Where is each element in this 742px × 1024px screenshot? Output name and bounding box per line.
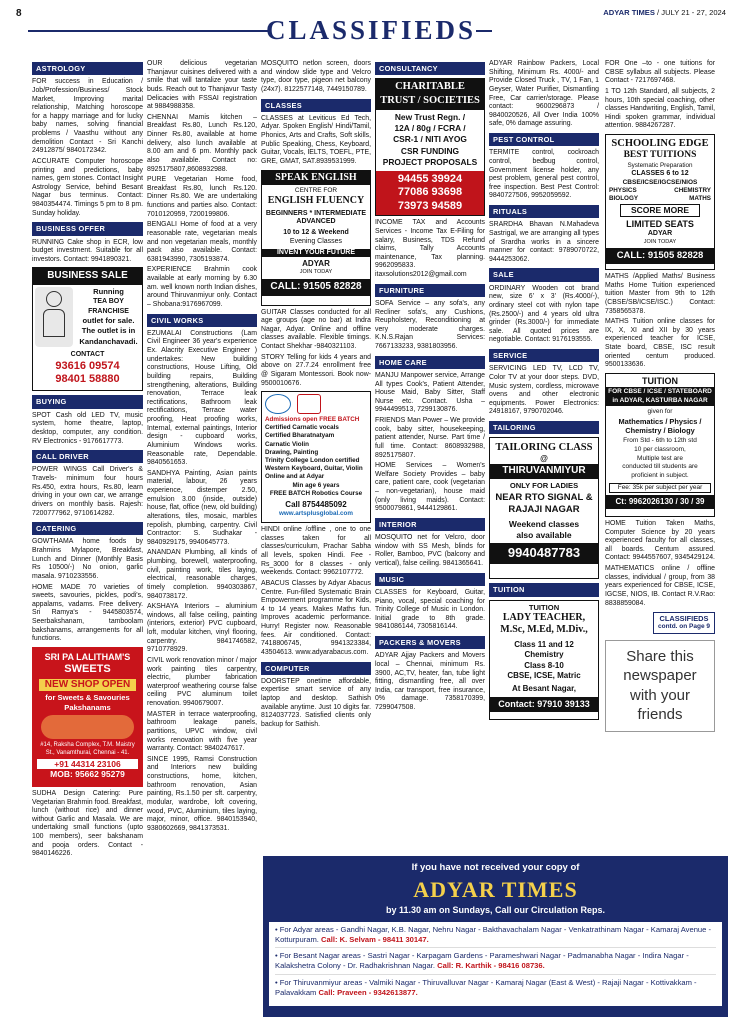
column-6 bbox=[605, 56, 715, 732]
phone-number: 9940487783 bbox=[490, 543, 598, 563]
classified-ad: SANDHYA Painting, Asian paints material, labour, 26 years experience, distemper 2.50, emulsion 3.00 (inside, outside) house, flat, office (new, old building) alterations, tiles, mosaic, marbles repolish, plumbing, carpentry. Civil Contractor: S. Sudhakar - 9840929175, 9940645773. bbox=[147, 469, 257, 546]
ad-line: SRI PA LALITHAM'S bbox=[44, 651, 131, 662]
classified-ad: INCOME TAX and Accounts Services - Income Tax E-Filing for salary, Business, TDS Refund claims, Tally Accounts maintenance, Tax planning. 9962095833. itaxsolutions2012@gmail.com bbox=[375, 219, 485, 278]
page-number: 8 bbox=[16, 8, 22, 19]
classified-ad: MASTER in terrace waterproofing, bathroom leakage panels, partitions, UPVC window, civil works renovation with five year warranty. Contact: 9840247617. bbox=[147, 710, 257, 753]
phone-number: Ct: 9962026130 / 30 / 39 bbox=[606, 495, 714, 509]
edition-line bbox=[603, 8, 726, 17]
ad-line: CONTACT bbox=[70, 350, 105, 358]
classified-ad: DOORSTEP onetime affordable, expertise smart service of any laptop and desktop. Sathish available anytime. Just 10 digits far. 8124037723. Satisfied clients only backup for Sathish. bbox=[261, 677, 371, 728]
area-list: For Thiruvanmiyur areas - Valmiki Nagar - Thiruvalluvar Nagar - Kamaraj Nagar (East & West) - Rajaji Nagar - Kottivakkam - Palavakkam bbox=[275, 977, 697, 997]
page-header bbox=[16, 6, 726, 46]
ad-line: Pakshanams bbox=[64, 702, 111, 712]
ad-line: Carnatic Violin bbox=[265, 440, 309, 448]
rep-contact: Call: K. Selvam - 98411 30147. bbox=[321, 934, 429, 944]
ad-heading: CHARITABLE bbox=[376, 79, 484, 94]
ad-line: FOR CBSE / ICSE / STATEBOARD bbox=[606, 387, 714, 397]
heading-pest-control: PEST CONTROL bbox=[489, 133, 599, 146]
phone-number: MOB: 95662 95279 bbox=[50, 769, 125, 780]
heading-service: SERVICE bbox=[489, 349, 599, 362]
heading-home-care: HOME CARE bbox=[375, 356, 485, 369]
classified-ad: FOR One –to - one tuitions for CBSE syllabus all subjects. Please Contact - 7217697468. bbox=[605, 60, 715, 85]
continued-box bbox=[653, 612, 715, 633]
classified-ad: HOME Services – Women's Welfare Society Provides – baby care, patient care, cook (vegetarian – non-vegetarian), house maid (only living maids). Contact: 9500079861, 9444129861. bbox=[375, 462, 485, 513]
ad-line: Class 11 and 12 bbox=[514, 639, 574, 649]
heading-business-offer: BUSINESS OFFER bbox=[32, 222, 143, 235]
phone-number: CALL: 91505 82828 bbox=[262, 279, 370, 296]
ad-line: Systematic Preparation bbox=[627, 162, 693, 169]
ad-line: FREE BATCH Robotics Course bbox=[269, 489, 363, 497]
ad-address: #14, Raksha Complex, T.M. Maistry St., Vanamthurai, Chennai - 41. bbox=[40, 742, 135, 756]
classified-ad: STORY Telling for kids 4 years and above on 27.7.24 enrollment free @ Sigaram Montessori. Book now- 9500010676. bbox=[261, 353, 371, 387]
circulation-areas bbox=[269, 922, 722, 1007]
classified-ad: ACCURATE Computer horoscope printing and predictions, baby names, gem stones. Contact Insight Astrology Service, behind Besant Nagar bus terminus. Contact: 9840354474. Timings 5 pm to 8 pm. Sunday holiday. bbox=[32, 157, 143, 217]
ad-line: Evening Classes bbox=[289, 237, 343, 245]
phone-number: 77086 93698 bbox=[397, 186, 463, 199]
column-3 bbox=[261, 56, 371, 732]
ad-line: BEST TUITIONS bbox=[623, 150, 697, 161]
ad-heading: SPEAK ENGLISH bbox=[262, 171, 370, 186]
ad-line: Chemistry bbox=[524, 650, 564, 660]
ad-line: CENTRE FOR bbox=[294, 187, 338, 194]
classified-ad: ORDINARY Wooden cot brand new, size 6' x 3' (Rs.4000/-), ordinary steel cot with nylon tape (Rs.2500/-) and 4 years old ultra grinder (Rs.3000/-) for immediate sale. All quoted prices are negotiable. Contact: 9176193555. bbox=[489, 284, 599, 344]
ad-line: SCORE MORE bbox=[620, 204, 700, 217]
classified-ad: CHENNAI Mamis kitchen – Breakfast Rs.80, Lunch Rs.120, Dinner Rs.80, available at home delivery, also lunch available at 8.00 am and 6 pm. Monthly pack also available. Contact no: 8925175807,8608932988. bbox=[147, 113, 257, 173]
classified-ad: ABACUS Classes by Adyar Abacus Centre. Fun-filled Systematic Brain Empowerment programme for Kids, 4 to 14 years. Makes Maths fun. Improves academic performance. Hurry! Register now. Reasonable fees. Air conditioned. Contact: 7418806745, 9941323384, 43504613. www.adyarabacus.com. bbox=[261, 579, 371, 656]
ad-line: Class 8-10 bbox=[524, 660, 564, 670]
classified-ad: HINDI online /offline , one to one classes taken for all classes/curriculum, Prachar Sabha all levels, spoken Hindi. Fee - Rs_3000 for 8 classes - only weekends. Contact: 9962107772. bbox=[261, 526, 371, 577]
ad-line: @ bbox=[540, 454, 548, 464]
sweets-shop-ad bbox=[32, 647, 143, 787]
edition-date: / JULY 21 - 27, 2024 bbox=[657, 8, 726, 17]
classified-ad: HOME MADE 70 varieties of sweets, savouries, pickles, podi's, appalams, vadams. Free delivery. Sri Ramya's - 9445803574, Seerbakshanam, tamboolam bakshanams, arrangements for all functions. bbox=[32, 583, 143, 643]
classified-ad: GUITAR Classes conducted for all age groups (age no bar) at Indra Nagar, Adyar. Online and offline classes available. Flexible timings. Contact Shekhar -9840321103. bbox=[261, 308, 371, 350]
ad-line: RAJAJI NAGAR bbox=[508, 504, 580, 516]
classified-ad: SOFA Service – any sofa's, any Recliner sofa's, any Cushions, Reupholstery, Reconditioning at very moderate charges. K.N.S.Rajan Services: 7667133233, 9381803956. bbox=[375, 299, 485, 350]
classified-ad: ADYAR Rainbow Packers, Local Shifting, Minimum Rs. 4000/- and Provide Closed Truck , TV, 1 Fan, 1 Geyser, Water Purifier, Dismantling Free, Car carrier/storage. Please contact: 9600296873 / 9840020526, All Over India 100% safe, 0% damage assuring. bbox=[489, 60, 599, 128]
charitable-trust-ad bbox=[375, 78, 485, 216]
subject-label: CHEMISTRY bbox=[674, 186, 711, 194]
speak-english-ad bbox=[261, 170, 371, 306]
area-row: • For Adyar areas - Gandhi Nagar, K.B. Nagar, Nehru Nagar - Bakthavachalam Nagar - Venkatrathinam Nagar - Kamaraj Avenue - Kotturpuram. Call: K. Selvam - 98411 30147. bbox=[275, 925, 716, 949]
classified-ad: MATHS /Applied Maths/ Business Maths Home Tuition experienced tuition Master from 9th to 12th (CBSE/SB/ICSE/ISC.) Contact: 7358565378. bbox=[605, 273, 715, 315]
schooling-edge-ad bbox=[605, 134, 715, 270]
heading-interior: INTERIOR bbox=[375, 518, 485, 531]
subject-label: PHYSICS bbox=[609, 186, 637, 194]
ad-line: CBSE/ICSE/IGCSE/NIOS bbox=[622, 178, 698, 186]
area-list: For Adyar areas - Gandhi Nagar, K.B. Nagar, Nehru Nagar - Bakthavachalam Nagar - Venkatrathinam Nagar - Kamaraj Avenue - Kotturpuram. bbox=[275, 924, 712, 944]
header-rule-right bbox=[476, 30, 492, 32]
heading-buying: BUYING bbox=[32, 395, 143, 408]
classified-ad: GOWTHAMA home foods by Brahmins Mylapore, Breakfast, Lunch and Dinner (Monthly Basis Rs 10500/-) No onion, garlic masala. 9710233556. bbox=[32, 538, 143, 580]
ad-line: Online and at Adyar bbox=[265, 473, 325, 481]
continued-page: contd. on Page 9 bbox=[657, 623, 710, 631]
classified-ad: HOME Tuition Taken Maths, Computer Science by 20 years experienced faculty for all classes, all boards. Centum assured. Contact: 9944557607, 9345429124. bbox=[605, 519, 715, 562]
tea-vendor-illustration bbox=[35, 287, 73, 347]
heading-music: MUSIC bbox=[375, 573, 485, 586]
ad-heading: TUITION bbox=[642, 375, 678, 386]
heading-tailoring: TAILORING bbox=[489, 421, 599, 434]
classified-ad: BENGALI Home of food at a very reasonable rate, vegetarian meals and non vegetarian meals, monthly pack also available. Contact: 6381943990, 7305193874. bbox=[147, 221, 257, 263]
classified-ad: CIVIL work renovation minor / major work painting tiles carpentry, electric, plumber fabrication waterproof weathering course false ceiling PVC aluminum toilet renovation. 9940679007. bbox=[147, 656, 257, 707]
heading-catering: CATERING bbox=[32, 522, 143, 535]
phone-number: CALL: 91505 82828 bbox=[606, 248, 714, 264]
ad-line: outlet for sale. bbox=[82, 316, 135, 325]
classified-ad: SERVICING LED TV, LCD TV, Color TV at your door steps. DVD, Music system, cordless, microwave ovens and other electronic equipments. Power Electronics: 24918167, 9790702046. bbox=[489, 365, 599, 416]
subject-label: BIOLOGY bbox=[609, 194, 639, 202]
ad-line: ADYAR bbox=[647, 230, 673, 238]
ad-line: CLASSES 6 to 12 bbox=[631, 169, 689, 177]
ad-line: M.Sc, M.Ed, M.Div., bbox=[500, 624, 588, 636]
area-list: For Besant Nagar areas - Sastri Nagar - Karpagam Gardens - Parameshwari Nagar - Padmanabha Nagar - Indira Nagar - Kalakshetra Colony - Dr. Radhakrishnan Nagar. bbox=[275, 951, 689, 971]
phone-number: Contact: 97910 39133 bbox=[490, 697, 598, 712]
heading-packers-movers: PACKERS & MOVERS bbox=[375, 636, 485, 649]
ad-line: BEGINNERS * INTERMEDIATE bbox=[265, 209, 367, 217]
heading-consultancy: CONSULTANCY bbox=[375, 62, 485, 75]
classified-ad: MANJU Manpower service, Arrange All types Cook's, Patient Attender, House Maid, Baby Sitter, Staff Nurse etc. Contact. Usha – 9944499513, 7299130876. bbox=[375, 371, 485, 414]
arts-plus-ad bbox=[261, 391, 371, 523]
paper-name-logo: ADYAR TIMES bbox=[413, 876, 578, 902]
ad-line: conducted till students are bbox=[622, 463, 698, 471]
ad-line: Chemistry / Biology bbox=[625, 425, 695, 435]
ad-line: 10 per classroom, bbox=[634, 445, 686, 453]
classified-ad: EXPERIENCE Brahmin cook available at early morning by 6.30 am. well known north Indian dishes, around Thiruvanmiyur only. Contact – Shobana:9176967099. bbox=[147, 266, 257, 308]
section-title: CLASSIFIEDS bbox=[265, 15, 477, 45]
ad-line: JOIN TODAY bbox=[299, 269, 333, 276]
classified-ad: OUR delicious vegetarian Thanjavur cuisines delivered with a smile that will tantalize your taste buds. Reach out to Thanjavur Tasty Delicacies with FSSAI registration at 9884988358. bbox=[147, 60, 257, 111]
classified-ad: PURE Vegetarian Home food, Breakfast Rs.80, lunch Rs.120. Dinner Rs.80. We are undertaking functions and parties also. Contact: 7010120959, 7200199806. bbox=[147, 176, 257, 218]
phone-number: 93616 09574 bbox=[55, 359, 120, 372]
rep-contact: Call: Praveen - 9342613877. bbox=[318, 987, 418, 997]
ad-line: NEAR RTO SIGNAL & bbox=[495, 492, 593, 504]
ad-line: INVENT YOUR FUTURE bbox=[262, 249, 370, 258]
heading-call-driver: CALL DRIVER bbox=[32, 450, 143, 463]
classified-ad: FOR success in Education / Job/Profession/Business/ Stock Market, Improving marital relationship, Matching horoscope for a happy marriage and for lucky baby names, solving financial problems / Vaasthu without any demolition Contact - Sri Kanchi 24912875/ 9840172342. bbox=[32, 78, 143, 155]
arts-logo-icon bbox=[265, 394, 291, 414]
ad-line: Admissions open FREE BATCH bbox=[265, 416, 360, 424]
heading-rituals: RITUALS bbox=[489, 205, 599, 218]
column-5 bbox=[489, 56, 599, 723]
ad-line: CSR FUNDING bbox=[400, 145, 460, 156]
phone-number: +91 44314 23106 bbox=[37, 759, 138, 770]
ad-heading: TAILORING CLASS bbox=[495, 442, 593, 454]
heading-astrology: ASTROLOGY bbox=[32, 62, 143, 75]
ad-line: At Besant Nagar, bbox=[511, 683, 577, 693]
ad-line: ADYAR bbox=[302, 259, 330, 269]
ad-line: The outlet is in bbox=[81, 326, 136, 336]
classified-ad: POWER WINGS Call Driver's & Travels- minimum four hours Rs.450, extra hours, Rs.80, learn driving in your own car, we arrange drivers on monthly basis. Rajesh: 7200777962, 9710614282. bbox=[32, 466, 143, 517]
classified-ad: SUDHA Design Catering: Pure Vegetarian Brahmin food. Breakfast, lunch (without rice) and dinner without Garlic and Masala. We are undertaking small functions (upto 100 members), seer bakshanam and pooja orders. Contact - 9840146226. bbox=[32, 789, 143, 858]
circulation-box bbox=[263, 856, 728, 1017]
classified-ad: TERMITE control, cockroach control, bedbug control, Government license holder, any pest problem, general pest control, free inspection. Best Pest Control: 9840727506, 9952059592. bbox=[489, 149, 599, 200]
area-row: • For Besant Nagar areas - Sastri Nagar - Karpagam Gardens - Parameshwari Nagar - Padmanabha Nagar - Indira Nagar - Kalakshetra Colony - Dr. Radhakrishnan Nagar. Call: R. Karthik - 98416 08736. bbox=[275, 951, 716, 975]
classified-ad: 1 TO 12th Standard, all subjects, 2 hours, 10th special coaching, other classes Handwriting, English, Tamil, Hindi spoken grammar, individual attention. 9884267287. bbox=[605, 87, 715, 130]
ad-line: Drawing, Painting bbox=[265, 448, 319, 456]
tailoring-class-ad bbox=[489, 437, 599, 579]
classified-ad: MOSQUITO netlon screen, doors and window slide type and Velcro type, door type, pigeon net balcony (24x7). 8122577148, 7449150789. bbox=[261, 60, 371, 93]
classified-ad: ANANDAN Plumbing, all kinds of plumbing, borewell, waterproofing, civil, painting work, tiles laying, electrical, reasonable charges, timely completion. 9940303867, 9840738172. bbox=[147, 549, 257, 600]
heading-sale: SALE bbox=[489, 268, 599, 281]
ad-line: Weekend classes bbox=[508, 519, 580, 530]
ad-heading: SCHOOLING EDGE bbox=[611, 138, 709, 149]
continued-title: CLASSIFIEDS bbox=[659, 614, 709, 624]
column-1 bbox=[32, 56, 143, 861]
subject-label: MATHS bbox=[689, 194, 711, 202]
ad-line: Trinity College London certified bbox=[265, 456, 360, 464]
ad-line: Certified Bharatnatyam bbox=[265, 432, 335, 440]
share-box bbox=[605, 640, 715, 732]
ad-line: SWEETS bbox=[64, 663, 111, 676]
classified-ad: CLASSES at Leviticus Ed Tech, Adyar. Spoken English/ Hindi/Tamil, Phonics, Arts and Crafts, Soft skills, Public Speaking, Chess, Keyboard, Guitar, Vocals, IELTS, TOEFL, PTE, GRE, GMAT, SAT.8939531999. bbox=[261, 114, 371, 165]
ad-line: in ADYAR, KASTURBA NAGAR bbox=[606, 397, 714, 406]
classified-ad: MATHEMATICS online / offline classes, individual / group, from 38 years experienced for CBSE, ICSE, IGCSE, NIOS, IB. Contact R.V.Rao: 8838859084. bbox=[605, 565, 715, 607]
rep-contact: Call: R. Karthik - 98416 08736. bbox=[437, 961, 545, 971]
column-4 bbox=[375, 56, 485, 715]
phone-number: 73973 94589 bbox=[397, 199, 463, 212]
ad-line: TEA BOY FRANCHISE bbox=[88, 298, 129, 315]
classified-ad: SPOT Cash old LED TV, music system, home theatre, laptop, desktop, computer, any condition. RV Electronics - 9176617773. bbox=[32, 411, 143, 445]
circulation-subtitle: by 11.30 am on Sundays, Call our Circulation Reps. bbox=[385, 905, 606, 916]
phone-number: Call 8754485092 bbox=[285, 499, 347, 509]
classified-ad: ADYAR Ajjay Packers and Movers local – Chennai, minimum Rs. 3900, AC,TV, heater, fan, tube light fitting, dismantling free, all over India, car transport, free insurance, 0% damage. 7358170399, 7299047508. bbox=[375, 652, 485, 711]
share-message: Share this newspaper with your friends bbox=[623, 647, 697, 723]
ad-line: 12A / 80g / FCRA / bbox=[394, 122, 466, 133]
ad-line: Multiple test are bbox=[637, 454, 683, 462]
classified-ad: SRARDHA Bhavan N.Mahadeva Sastrigal, we are arranging all types of Srardha works in a sincere manner for contact: 9789070722, 9444253062. bbox=[489, 221, 599, 263]
lady-teacher-ad bbox=[489, 600, 599, 720]
ad-line: Kandanchavadi. bbox=[79, 336, 138, 346]
ad-heading: LADY TEACHER, bbox=[502, 611, 586, 623]
ad-line: ADVANCED bbox=[296, 218, 336, 226]
ad-line: PROJECT PROPOSALS bbox=[382, 156, 478, 167]
classified-ad: SINCE 1995, Ramsi Construction and Interiors new building constructions, home, kitchen, bathroom renovation, Asian painting, Rs.1.50 per sft. carpentry, modular, wardrobe, loft covering, wood, PVC, Aluminium, tiles laying, major, minor, office. 9840153940, 9380602669, 9841373531. bbox=[147, 755, 257, 832]
website-link: www.artsplusglobal.com bbox=[279, 510, 353, 518]
phone-number: 98401 58880 bbox=[55, 373, 120, 386]
heading-civil-works: CIVIL WORKS bbox=[147, 314, 257, 327]
robotics-logo-icon bbox=[297, 394, 321, 414]
ad-line: Running bbox=[93, 286, 124, 296]
ad-line: Min age 6 years bbox=[292, 481, 340, 489]
classified-ad: CLASSES for Keyboard, Guitar, Piano, vocal, special coaching for Trinity College of Music in London. Initial grade to 8th grade. 9841086144, 7305816144. bbox=[375, 588, 485, 631]
area-row: • For Thiruvanmiyur areas - Valmiki Nagar - Thiruvalluvar Nagar - Kamaraj Nagar (East & West) - Rajaji Nagar - Kottivakkam - Palavakkam Call: Praveen - 9342613877. bbox=[275, 977, 697, 997]
heading-classes: CLASSES bbox=[261, 99, 371, 112]
classified-ad: RUNNING Cake shop in ECR, low budget investment. Suitable for all investors. Contact: 9941890321. bbox=[32, 238, 143, 263]
ad-line: proficient in subject. bbox=[631, 472, 689, 480]
ad-line: ONLY FOR LADIES bbox=[509, 480, 579, 490]
ad-line: LIMITED SEATS bbox=[626, 219, 694, 230]
ad-line: JOIN TODAY bbox=[643, 239, 677, 246]
classified-ad: EZUMALAI Constructions (Lam Civil Engineer 36 year's experience Ex. Alacrity Executive Engineer ) undertakes: New building constructions, House Lifting, Old building repairs, Building strengthening, alterations, Building renovation, Terrace leak rectifications, Bathroom leak rectifications, Terrace water proofing, Heat proofing works, Internal, external paintings, Interior design - cupboard works, Aluminium Windows works. Reasonable rate, Dependable. 9840561653. bbox=[147, 329, 257, 467]
ad-line: also available bbox=[516, 529, 572, 540]
ad-line: THIRUVANMIYUR bbox=[490, 464, 598, 479]
ad-line: ENGLISH FLUENCY bbox=[267, 195, 365, 207]
ad-line: From Std - 6th to 12th std bbox=[623, 437, 697, 444]
fee-note: Fee: 35k per subject per year bbox=[609, 483, 711, 493]
classified-ad: MATHS Tuition online classes for IX, X, XI and XII by 30 years experienced teacher for ICSE, State board, CBSE, ISC result oriented centum produced. 9500133636. bbox=[605, 318, 715, 369]
ad-line: Mathematics / Physics / bbox=[618, 416, 702, 426]
classified-ad: FRIENDS Man Power – We provide cook, baby sitter, housekeeping, patient attender, Nurse. Part time / full time. Contact: 8608932988, 8925175807. bbox=[375, 417, 485, 459]
ad-line: Certified Carnatic vocals bbox=[265, 424, 339, 432]
classified-ad: MOSQUITO net for Velcro, door window with SS Mesh, blinds for Roller, Bamboo, PVC (balcony and vertical), false ceiling. 9841365641. bbox=[375, 534, 485, 567]
ad-line: NEW SHOP OPEN bbox=[39, 679, 136, 692]
heading-tuition: TUITION bbox=[489, 583, 599, 596]
ad-line: CSR-1 / NITI AYOG bbox=[393, 134, 467, 145]
ad-line: for Sweets & Savouries bbox=[45, 693, 130, 703]
ad-line: 10 to 12 & Weekend bbox=[283, 229, 349, 237]
ad-line: TUITION bbox=[528, 602, 560, 612]
circulation-question: If you have not received your copy of bbox=[411, 862, 580, 873]
ad-heading: BUSINESS SALE bbox=[33, 268, 142, 285]
business-sale-ad bbox=[32, 267, 143, 391]
paper-name: ADYAR TIMES bbox=[603, 8, 655, 17]
heading-computer: COMPUTER bbox=[261, 662, 371, 675]
ad-line: New Trust Regn. / bbox=[394, 111, 466, 122]
sweets-illustration bbox=[41, 715, 134, 739]
tuition-kasturba-ad bbox=[605, 373, 715, 517]
ad-heading: TRUST / SOCIETIES bbox=[376, 94, 484, 109]
classified-ad: AKSHAYA Interiors – aluminium windows, all false ceiling, painting (interiors, exterior) PVC cupboard, loft, modular kitchen, vinyl flooring, carpentry. 9841746582, 9710778929. bbox=[147, 603, 257, 654]
ad-line: Western Keyboard, Guitar, Violin bbox=[265, 465, 363, 473]
ad-line: CBSE, ICSE, Matric bbox=[507, 671, 581, 681]
ad-line: given for bbox=[647, 408, 673, 416]
phone-number: 94455 39924 bbox=[397, 173, 463, 186]
heading-furniture: FURNITURE bbox=[375, 284, 485, 297]
column-2 bbox=[147, 56, 257, 835]
